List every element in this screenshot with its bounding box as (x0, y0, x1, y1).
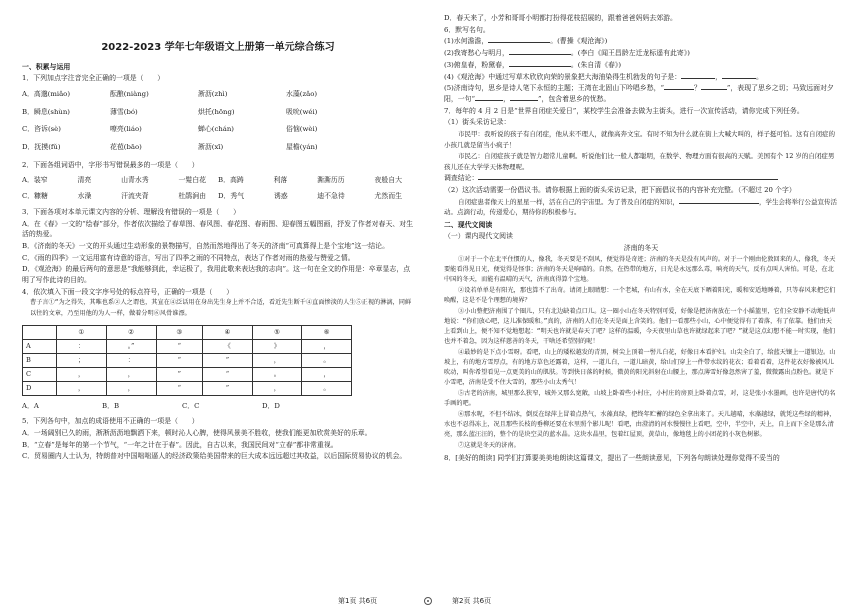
option-item: 夜般自大 (374, 176, 402, 185)
line-text: 自闭症患者像天上的星星一样，活在自己的宇宙里。为了普及自闭症的知识， (458, 197, 679, 206)
line-text: (3)俯皇春，粉黛春， (444, 60, 509, 69)
table-row (23, 339, 352, 353)
line-text: ， (715, 72, 723, 81)
option-item: 蝉心(chán) (198, 125, 235, 134)
option-item: 烘托(hōng) (198, 107, 235, 116)
table-cell: ② (106, 325, 156, 339)
right-page (430, 0, 860, 608)
question-stem: 4．依次填入下面一段文字序号处的标点符号，正确的一项是（ ） (22, 287, 234, 296)
table-cell: “ (156, 339, 203, 353)
question-1 (22, 73, 414, 153)
option-item: 俗恼(wèi) (286, 125, 318, 134)
option-item: 诱惑 (273, 192, 288, 201)
subtask-label: （2）这次活动需要一份倡议书。请你根据上面的街头采访记录，把下面倡议书的内容补充完整。（不超过 20 个字） (444, 185, 796, 194)
recite-line-4 (444, 72, 838, 83)
table-cell (23, 325, 57, 339)
question-4 (22, 287, 414, 412)
table-row (23, 367, 352, 381)
option-item: 淅沥(xī) (198, 143, 224, 152)
table-cell: ” (203, 381, 253, 395)
option-item: 水澡 (77, 192, 92, 201)
interview-record: 市民乙：自闭症孩子就是智力超常儿童啊。听说他们比一般人都聪明，在数学、物理方面有很高的天赋。美国有个 12 岁的自闭症男孩儿还在大学学天体物理呢。 (444, 152, 835, 171)
line-text: ， (503, 94, 510, 103)
recite-line-3 (444, 60, 838, 71)
table-row (23, 381, 352, 395)
option-item: D．抚摸(fǔ) (22, 143, 61, 152)
option-item: B．B (102, 401, 120, 410)
line-text: 调查结论： (444, 174, 479, 183)
line-text: 。(曹操《观沧海》) (550, 37, 608, 46)
passage-paragraph: ⑥那水呢，不但不结冰，倒反在绿萍上冒着点热气，水藻真绿，把终年贮蓄的绿色全拿出来了。天儿越晴，水藻越绿，就凭这些绿的精神，水也不忍得冻上，况且那些长枝的垂柳还要在水里照个影儿呢！看吧，由澄清的河水慢慢往上看吧，空中，半空中，天上，自上而下全是那么清亮，那么蓝汪汪的，整个的是块空灵的蓝水晶。这块水晶里，包着红屋顶，黄草山，像地毯上的小团花的小灰色树影。 (444, 411, 836, 439)
line-text: 。(朱自清《春》) (570, 60, 622, 69)
table-cell: ⑤ (252, 325, 302, 339)
answer-blank[interactable] (722, 78, 756, 79)
option-item: 杜鹃涧由 (178, 192, 206, 201)
passage-title: 济南的冬天 (623, 243, 659, 252)
option-item: 水藻(zǎo) (286, 89, 318, 98)
table-cell: 。” (106, 339, 156, 353)
table-cell: A (23, 339, 57, 353)
table-cell: ： (106, 353, 156, 367)
passage-paragraph: ①对于一个在北平住惯的人，像我，冬天要是不刮风，便觉得是奇迹；济南的冬天是没有风声的。对于一个刚由伦敦回来的人，像我，冬天要能看得见日光，便觉得是怪事；济南的冬天是响晴的。自然，在热带的地方，日光是永远那么毒，响亮的天气，反有点叫人害怕。可是，在北中国的冬天，而能有温晴的天气，济南真得算个宝地。 (444, 255, 836, 283)
exam-title: 2022-2023 学年七年级语文上册第一单元综合练习 (101, 42, 335, 53)
answer-blank[interactable] (509, 54, 571, 55)
answer-blank[interactable] (475, 100, 503, 101)
table-cell: ③ (156, 325, 203, 339)
proposal-text (444, 197, 838, 218)
question-6-stem: 6．默写名句。 (444, 25, 490, 34)
table-cell: 》 (252, 339, 302, 353)
answer-options (22, 401, 414, 412)
option-b: B．“立春”是每年的第一个节气，“一年之计在于春”。因此，自古以来，我国民间对“立春”都非常重视。 (22, 440, 338, 449)
passage-paragraph: ④最妙的是下点小雪呀。看吧，山上的矮松越发的青黑，树尖上顶着一髻儿白花，好像日本看护妇。山尖全白了，给蓝天镶上一道银边。山坡上，有的地方雪厚点，有的地方草色还露着，这样，一道儿白，一道儿暗黄，给山们穿上一件带水纹的花衣；看着看着，这件花衣好像被风儿吹动，叫你希望看见一点更美的山的肌肤。等到快日落的时候，微黄的阳光斜射在山腰上，那点薄雪好像忽然害了羞，微微露出点粉色。就是下小雪吧，济南是受不住大雪的，那些小山太秀气！ (444, 349, 836, 387)
option-item: 尤然而生 (374, 192, 402, 201)
line-text: (1)水何澹澹， (444, 37, 489, 46)
table-cell: C (23, 367, 57, 381)
table-row (23, 353, 352, 367)
question-5 (22, 416, 414, 462)
option-item: 酝酿(niàng) (110, 89, 149, 98)
line-text: ”，表现了思乡之切；马致远面对夕阳，一句“ (444, 84, 834, 103)
option-row (22, 124, 414, 135)
passage-paragraph: ⑤古老的济南，城里那么狭窄，城外又那么宽敞，山坡上卧着些小村庄，小村庄的房顶上卧着点雪，对，这是张小水墨画，也许是唐代的名手画的吧。 (444, 390, 836, 408)
line-text: ，学生会将举行公益宣传活动。点滴行动，传递爱心，期待你的积极参与。 (444, 197, 837, 217)
table-cell: 《 (203, 339, 253, 353)
table-cell: “ (203, 367, 253, 381)
table-cell: ” (156, 367, 203, 381)
table-cell: ④ (203, 325, 253, 339)
passage-paragraph: ②设若单单是有阳光，那也算不了出奇。请闭上眼睛想：一个老城，有山有水，全在天底下晒着阳光，暖和安适地睡着，只等春风来把它们唤醒，这是不是个理想的境界？ (444, 286, 836, 304)
conclusion-line (444, 173, 838, 184)
table-cell: “ (156, 353, 203, 367)
option-item: 澌澌历历 (317, 176, 345, 185)
recite-line-2 (444, 48, 838, 59)
option-row (22, 175, 414, 186)
table-cell: ⑥ (302, 325, 352, 339)
answer-blank[interactable] (488, 42, 550, 43)
question-passage: 曹子言①“为之得失，其唯也系②人之谓也，其宣在④泛话用在身出先生身上并不合适，看近先生断千④直面惨淡的人生⑤正视的淋漓，同鲜以往的文章，乃至用他的为人一样，做着分明⑥风骨谁漂。 (30, 299, 412, 317)
table-header-row (23, 325, 352, 339)
answer-blank[interactable] (478, 179, 778, 180)
table-cell: ， (302, 339, 352, 353)
answer-blank[interactable] (701, 89, 727, 90)
line-text: 。(李白《闻王昌龄左迁龙标遥有此寄》) (570, 49, 690, 58)
option-item: B．高踌 (218, 176, 244, 185)
recite-line-5 (444, 83, 838, 104)
question-stem: 2．下面各组词语中，字形书写错误最多的一项是（ ） (22, 160, 199, 169)
table-cell: ， (106, 381, 156, 395)
interview-record: 市民甲：我听说的孩子有自闭症，他从来不理人，就像高奔文宝。有时不知为什么就在街上大喊大叫的，样子挺可怕。这有自闭症的小孩几就是留当小疯子！ (444, 130, 835, 149)
answer-blank[interactable] (681, 78, 715, 79)
table-cell: 。 (302, 353, 352, 367)
table-cell: ， (302, 367, 352, 381)
answer-blank[interactable] (509, 66, 571, 67)
question-8-stem: 8．[美好的朗读] 同学们打算要美美地朗读这篇课文，提出了一些朗读意见，下列各句朗读处理你觉得不妥当的 (444, 453, 780, 462)
answer-blank[interactable] (679, 203, 759, 204)
subtask-label: （1）街头采访记录： (444, 118, 511, 127)
option-item: 屋檐(yán) (286, 143, 318, 152)
table-cell: ” (203, 353, 253, 367)
option-item: C．糠糖 (22, 192, 48, 201)
question-stem: 3．下面各项对本单元课文内容的分析、理解没有错误的一项是（ ） (22, 207, 240, 216)
option-item: 花苞(bāo) (110, 143, 142, 152)
option-item: 薄雪(bó) (110, 107, 138, 116)
option-c: C．《雨的四季》一文运用富有诗意的语言，写出了四季之雨的不同特点，表达了作者对雨的热爱与赞爱之情。 (22, 253, 355, 262)
table-cell: ； (57, 353, 107, 367)
page-number-right: 第2页 共6页 (452, 597, 492, 605)
section-heading: 二、现代文阅读 (444, 220, 493, 229)
option-d: D．春天来了，小芳和哥哥小明都打扮得花枝招展的，跟着爸爸妈妈去郊游。 (444, 14, 677, 22)
question-stem: 5．下列各句中，加点的成语使用不正确的一项是（ ） (22, 417, 199, 426)
option-item: C．C (182, 401, 200, 410)
option-item: A．高邈(miǎo) (22, 89, 71, 98)
option-item: C．咨诉(sè) (22, 125, 61, 134)
option-d: D．《观沧海》的最后两句的意思是“我能够到此，幸运极了，我用此歌来表达我的志向”。这一句在全文的作用是：卒章显志，点明了写作此诗的目的。 (22, 265, 411, 285)
subsection-heading: （一）课内现代文阅读 (444, 232, 513, 241)
option-row (22, 89, 414, 100)
answer-blank[interactable] (510, 100, 538, 101)
passage-paragraph: ③小山整把济南围了个圈儿，只有北边缺着点口儿。这一圈小山在冬天特别可爱，好像是把济南放在一个小摇篮里，它们全安静不动地低声地说：“你们放心吧，这儿准保暖和。”真的，济南的人们在冬天是面上含笑的。他们一看那些小山，心中便觉得有了着落，有了依靠。他们由天上看到山上，便不知不觉地想起：“明天也许就是春天了吧？这样的温暖，今天夜里山草也许就绿起来了吧？”就是这点幻想不能一时实现，他们也并不着急，因为这样慈善的冬天，干啥还希望别的呢！ (444, 307, 836, 346)
table-cell: ， (252, 353, 302, 367)
passage-paragraph: ⑦这就是冬天的济南。 (458, 442, 520, 450)
option-c: C．贸易圈内人士认为，特朗普对中国咄咄逼人的经济政策给美国带来的巨大成本远远超过其收益，以后国际贸易协议的机会。 (22, 452, 407, 461)
question-3 (22, 207, 414, 286)
option-a: A．一场阔别已久的雨，淅淅沥沥地飘洒下来，顿时沁人心脾，使得风景美不胜收，使我们能更加欣赏美好的乐章。 (22, 428, 372, 437)
option-item: 一髮白花 (178, 176, 206, 185)
line-text: (4)《观沧海》中通过写草木欣欣向荣的景象把大海油染得生机勃发的句子是： (444, 72, 682, 81)
question-7-stem: 7．每年的 4 月 2 日是“世界自闭症关爱日”，某校学生会准备去做为主街头，进行一次宣传活动，请你完成下列任务。 (444, 106, 804, 115)
option-item: 清亮 (77, 176, 92, 185)
option-item: 汗流夹背 (121, 192, 149, 201)
line-text: (2)我寄愁心与明月， (444, 49, 509, 58)
table-cell: 。 (252, 367, 302, 381)
option-item: A．A (22, 401, 39, 410)
option-item: 嘹亮(liáo) (110, 125, 142, 134)
page-number-left: 第1页 共6页 (338, 597, 378, 605)
table-cell: ， (106, 367, 156, 381)
table-cell: ： (57, 339, 107, 353)
option-item: 淅沥(zhì) (198, 89, 228, 98)
page-divider-icon (424, 597, 432, 605)
answer-blank[interactable] (664, 89, 694, 90)
punctuation-table (22, 325, 352, 396)
option-item: A．装窄 (22, 176, 48, 185)
option-b: B．《济南的冬天》一文的开头通过生动形象的景物描写，自然而然地得出了冬天的济南“可真算得上是个宝地”这一结论。 (22, 241, 389, 250)
table-cell: ， (252, 381, 302, 395)
option-a: A．在《春》一文的“绘春”部分，作者依次描绘了春草图、春风图、春花图、春雨图、迎春图五幅图画，抒发了作者对春天、对生活的热爱。 (22, 219, 414, 239)
table-cell: B (23, 353, 57, 367)
line-text: ？ (694, 84, 701, 93)
option-row (22, 142, 414, 153)
table-cell: ， (57, 381, 107, 395)
line-text: 。 (756, 72, 763, 81)
option-item: B．瞬息(shùn) (22, 107, 70, 116)
line-text: ”，包含着思乡的忧愁。 (537, 94, 611, 103)
option-item: 山青水秀 (121, 176, 149, 185)
table-cell: D (23, 381, 57, 395)
question-2 (22, 160, 414, 202)
option-item: D．秀气 (218, 192, 245, 201)
section-heading: 一、积累与运用 (22, 62, 71, 71)
table-cell: “ (156, 381, 203, 395)
option-item: 吸吮(wéi) (286, 107, 318, 116)
recite-line-1 (444, 36, 838, 47)
option-item: 迪不急待 (317, 192, 345, 201)
table-cell: ① (57, 325, 107, 339)
table-cell: ， (57, 367, 107, 381)
line-text: (5)济南诗句，思乡是诗人笔下永恒的主题；王湾在北固山下吟唱乡愁，“ (444, 84, 664, 93)
option-item: 利落 (273, 176, 288, 185)
option-row (22, 191, 414, 202)
option-row (22, 107, 414, 118)
table-cell: 。 (302, 381, 352, 395)
question-stem: 1．下列加点字注音完全正确的一项是（ ） (22, 74, 165, 83)
option-item: D．D (262, 401, 280, 410)
